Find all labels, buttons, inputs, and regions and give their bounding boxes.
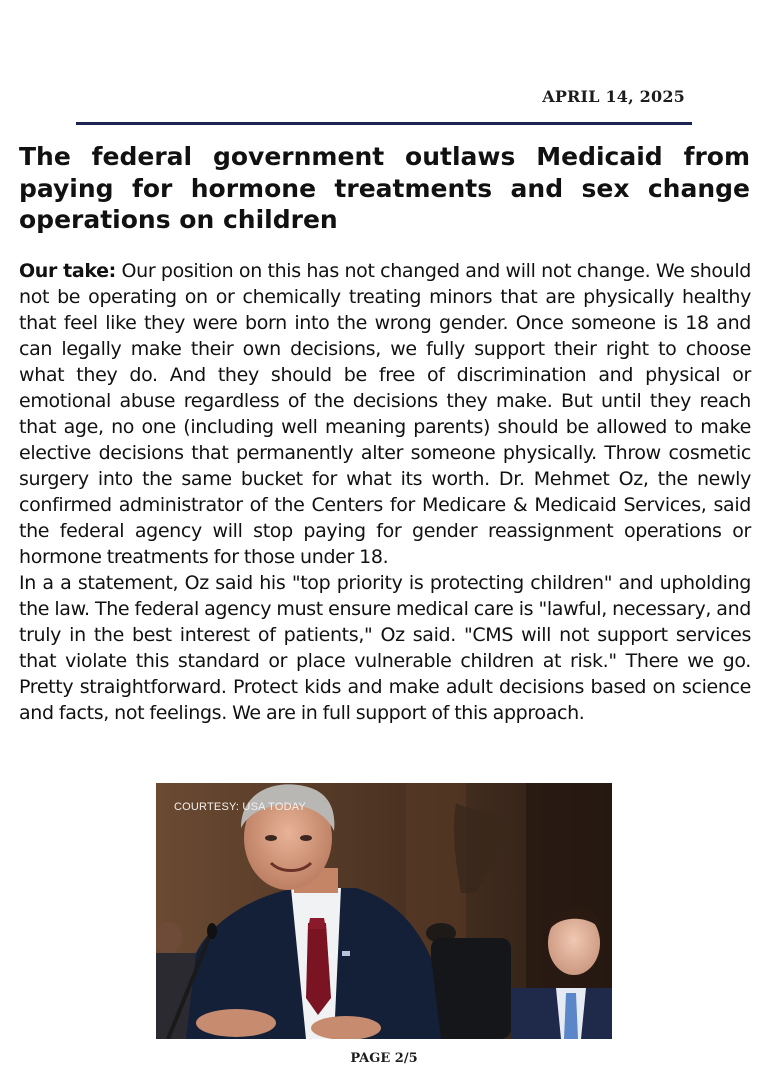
paragraph-1-text: Our position on this has not changed and will not change. We should not be operating on or chemically treating minors that are physically healthy that feel like they were born into the wrong gender. Once someone is 18 and can legally make their own decisions, we fully support their right to choose what they do. And they should be free of discrimination and physical or emotional abuse regardless of the decisions they make. But until they reach that age, no one (including well meaning parents) should be allowed to make elective decisions that permanently alter someone physically. Throw cosmetic surgery into the same bucket for what its worth. Dr. Mehmet Oz, the newly confirmed administrator of the Centers for Medicare & Medicaid Services, said the federal agency will stop paying for gender reassignment operations or hormone treatments for those under 18.	[19, 260, 752, 568]
issue-date: APRIL 14, 2025	[542, 87, 685, 106]
photo-illustration	[156, 783, 612, 1039]
photo-credit: COURTESY: USA TODAY	[174, 801, 306, 813]
article-photo	[156, 783, 612, 1039]
article-body	[19, 258, 751, 726]
page-number: PAGE 2/5	[350, 1051, 418, 1066]
header-divider	[76, 122, 692, 125]
article-paragraph-2: In a a statement, Oz said his "top priority is protecting children" and upholding the law. The federal agency must ensure medical care is "lawful, necessary, and truly in the best interest of patients," Oz said. "CMS will not support services that violate this standard or place vulnerable children at risk." There we go. Pretty straightforward. Protect kids and make adult decisions based on science and facts, not feelings. We are in full support of this approach.	[19, 572, 751, 724]
article-headline: The federal government outlaws Medicaid from paying for hormone treatments and sex change operations on children	[19, 142, 750, 234]
our-take-label: Our take:	[19, 260, 116, 282]
article-paragraph-1	[19, 258, 751, 570]
